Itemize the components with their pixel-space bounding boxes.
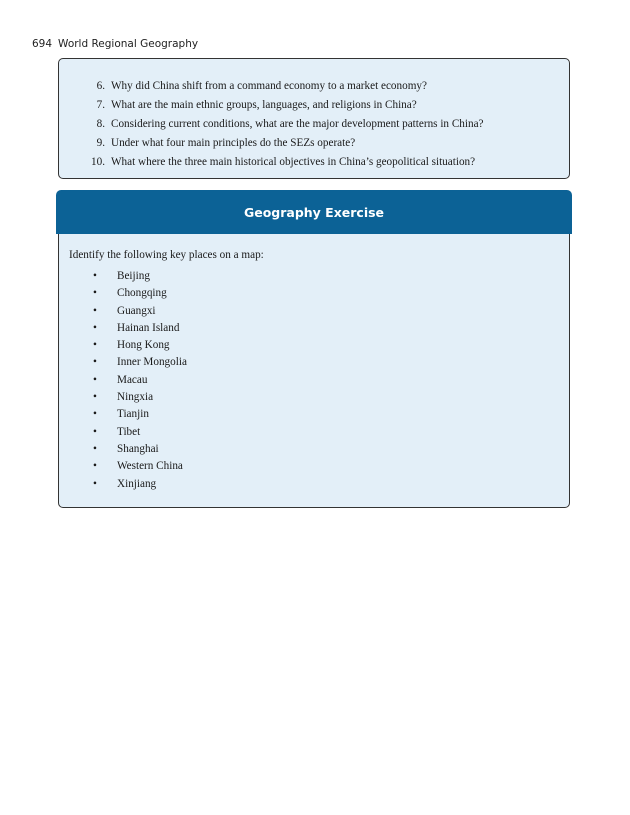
place-item (93, 337, 187, 354)
place-item (93, 320, 187, 337)
place-item (93, 303, 187, 320)
bullet-icon: • (93, 391, 97, 404)
bullet-icon: • (93, 477, 97, 490)
question-number: 10. (91, 156, 105, 168)
place-name: Macau (117, 373, 148, 386)
place-name: Tibet (117, 425, 141, 438)
bullet-icon: • (93, 304, 97, 317)
page-number: 694 (32, 38, 53, 50)
question-item (59, 153, 569, 172)
place-name: Tianjin (117, 408, 149, 421)
question-item (59, 134, 569, 153)
question-text: What are the main ethnic groups, languages, and religions in China? (111, 99, 417, 111)
place-item (93, 406, 187, 423)
place-item (93, 458, 187, 475)
bullet-icon: • (93, 287, 97, 300)
bullet-icon: • (93, 270, 97, 282)
place-item (93, 285, 187, 302)
place-name: Beijing (117, 270, 150, 282)
place-name: Hainan Island (117, 321, 180, 334)
place-item (93, 268, 187, 285)
question-number: 7. (96, 99, 105, 111)
running-header (32, 38, 198, 50)
place-item (93, 424, 187, 441)
place-item (93, 441, 187, 458)
question-text: Under what four main principles do the SEZs operate? (111, 137, 356, 149)
question-text: Why did China shift from a command economy to a market economy? (111, 80, 427, 92)
question-item (59, 96, 569, 115)
bullet-icon: • (93, 460, 97, 473)
place-item (93, 476, 187, 493)
bullet-icon: • (93, 321, 97, 334)
bullet-icon: • (93, 373, 97, 386)
question-item (59, 115, 569, 134)
place-name: Ningxia (117, 391, 154, 404)
question-item (59, 77, 569, 96)
question-number: 8. (96, 118, 105, 130)
place-name: Western China (117, 460, 183, 473)
geography-exercise-box (58, 190, 570, 508)
place-name: Inner Mongolia (117, 356, 187, 369)
place-list (93, 268, 187, 493)
question-text: Considering current conditions, what are the major development patterns in China? (111, 118, 484, 130)
place-name: Hong Kong (117, 339, 170, 352)
book-title: World Regional Geography (58, 38, 199, 50)
bullet-icon: • (93, 408, 97, 421)
place-item (93, 372, 187, 389)
place-item (93, 354, 187, 371)
question-number: 6. (96, 80, 105, 92)
review-questions-box (58, 58, 570, 179)
bullet-icon: • (93, 425, 97, 438)
place-name: Shanghai (117, 442, 159, 455)
bullet-icon: • (93, 339, 97, 352)
place-name: Chongqing (117, 287, 167, 300)
bullet-icon: • (93, 356, 97, 369)
exercise-intro: Identify the following key places on a map: (69, 249, 264, 261)
exercise-title: Geography Exercise (56, 190, 572, 234)
question-number: 9. (96, 137, 105, 149)
bullet-icon: • (93, 442, 97, 455)
place-name: Xinjiang (117, 477, 157, 490)
question-list (59, 59, 569, 172)
place-item (93, 389, 187, 406)
place-name: Guangxi (117, 304, 156, 317)
question-text: What where the three main historical objectives in China’s geopolitical situation? (111, 156, 476, 168)
